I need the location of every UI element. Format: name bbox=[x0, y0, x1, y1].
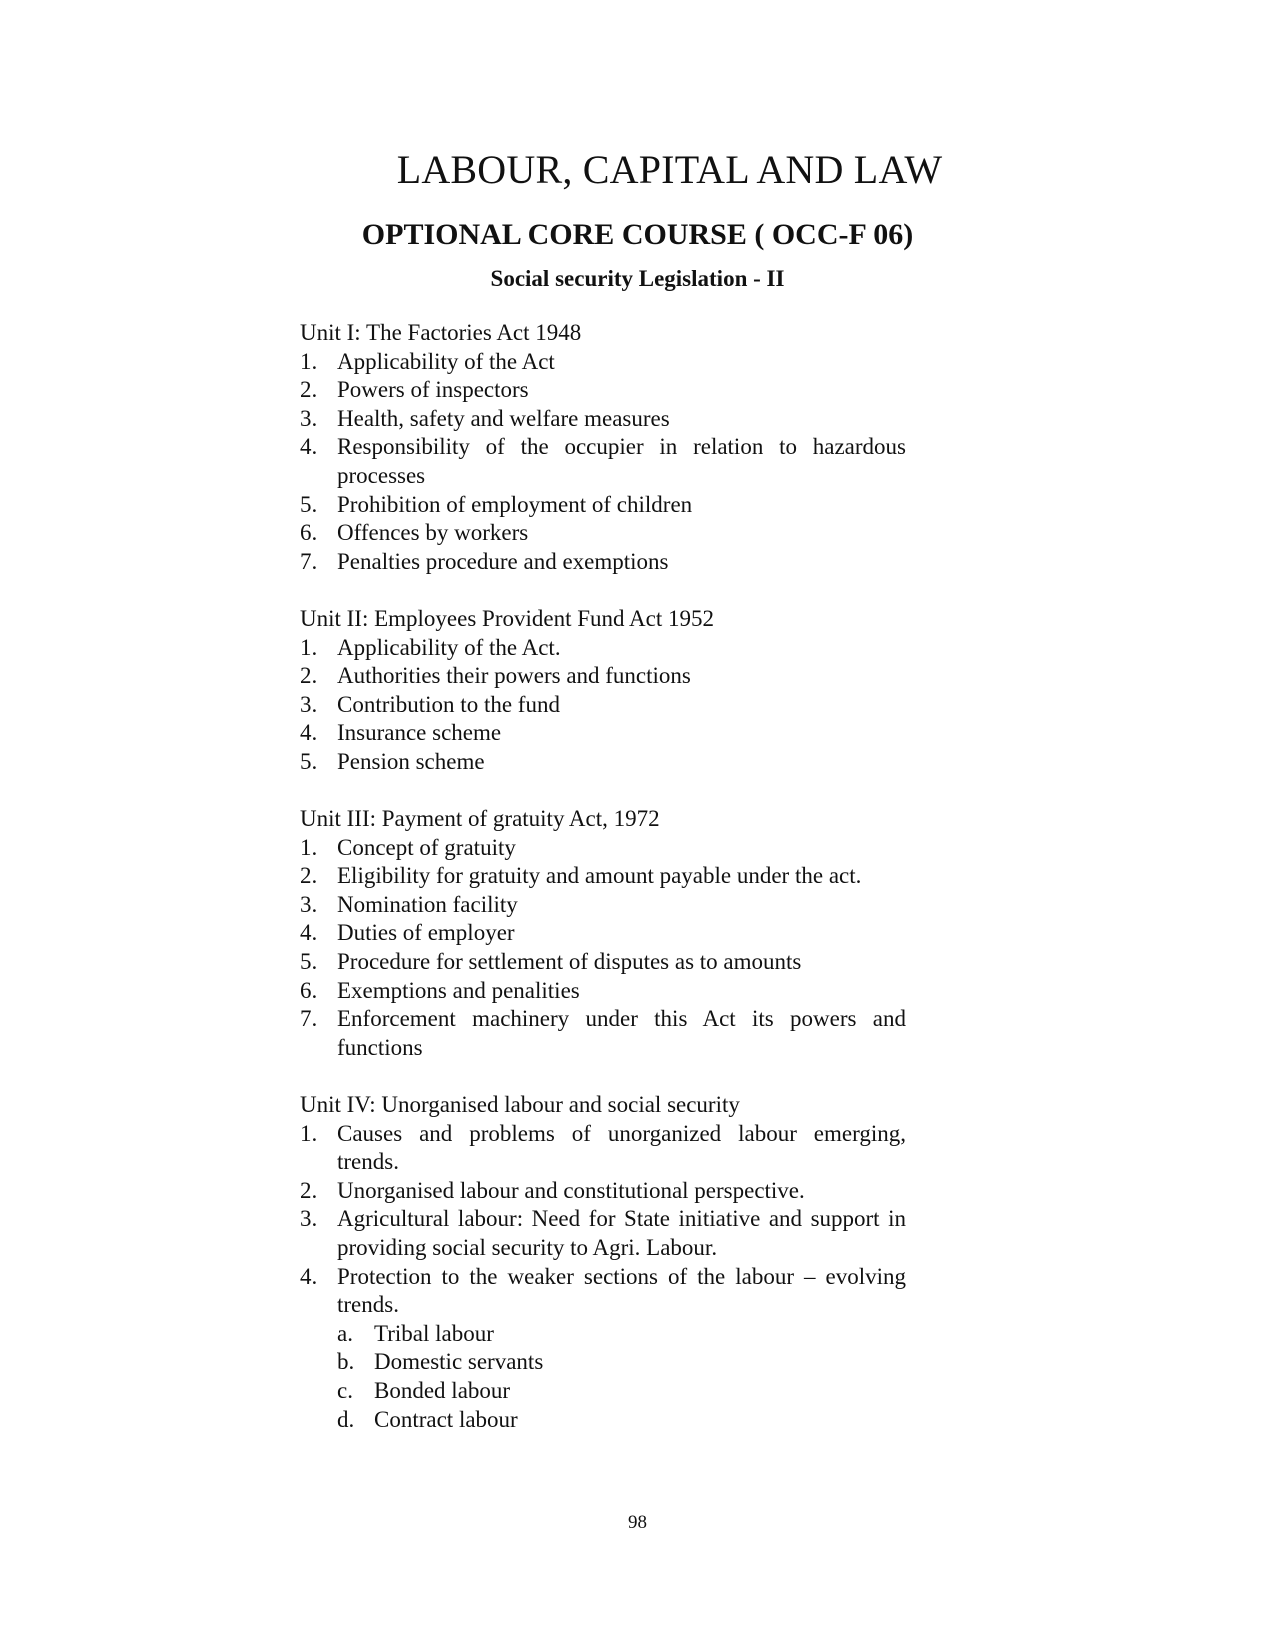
item-text: Prohibition of employment of children bbox=[337, 491, 693, 517]
page-number: 98 bbox=[628, 1512, 647, 1533]
sub-item-text: Contract labour bbox=[374, 1406, 518, 1432]
item-text: Eligibility for gratuity and amount payable under the act. bbox=[337, 863, 862, 889]
unit-heading: Unit IV: Unorganised labour and social security bbox=[300, 1092, 740, 1118]
unit-items bbox=[300, 1120, 906, 1435]
sub-list bbox=[337, 1320, 906, 1434]
item-number: 5. bbox=[300, 748, 318, 774]
item-text: Applicability of the Act bbox=[337, 348, 555, 374]
list-item bbox=[300, 977, 906, 1006]
list-item bbox=[300, 948, 906, 977]
item-number: 4. bbox=[300, 434, 318, 460]
item-number: 2. bbox=[300, 377, 318, 403]
sub-item-text: Bonded labour bbox=[374, 1377, 511, 1403]
list-item bbox=[300, 1120, 906, 1177]
unit-items bbox=[300, 634, 906, 777]
list-item bbox=[300, 834, 906, 863]
sub-item-letter: d. bbox=[337, 1406, 355, 1432]
item-number: 4. bbox=[300, 920, 318, 946]
item-text: Contribution to the fund bbox=[337, 691, 560, 717]
list-item bbox=[300, 1263, 906, 1435]
list-item bbox=[300, 919, 906, 948]
list-item bbox=[300, 433, 906, 490]
item-text: Causes and problems of unorganized labour emerging, trends. bbox=[337, 1120, 906, 1175]
course-title: OPTIONAL CORE COURSE ( OCC-F 06) bbox=[361, 218, 914, 251]
list-item bbox=[300, 748, 906, 777]
list-item bbox=[300, 634, 906, 663]
item-text: Penalties procedure and exemptions bbox=[337, 548, 669, 574]
list-item bbox=[300, 548, 906, 577]
item-text: Applicability of the Act. bbox=[337, 634, 561, 660]
item-text: Concept of gratuity bbox=[337, 834, 516, 860]
unit-1 bbox=[300, 319, 906, 576]
item-number: 5. bbox=[300, 491, 318, 517]
item-text: Protection to the weaker sections of the labour – evolving trends. bbox=[337, 1263, 906, 1318]
item-number: 3. bbox=[300, 691, 318, 717]
list-item bbox=[300, 348, 906, 377]
item-number: 1. bbox=[300, 348, 318, 374]
item-number: 7. bbox=[300, 1006, 318, 1032]
item-number: 2. bbox=[300, 1177, 318, 1203]
unit-heading: Unit II: Employees Provident Fund Act 1952 bbox=[300, 605, 714, 631]
course-subtitle: Social security Legislation - II bbox=[490, 266, 785, 291]
unit-3 bbox=[300, 805, 906, 1062]
item-number: 6. bbox=[300, 977, 318, 1003]
sub-item-letter: b. bbox=[337, 1349, 355, 1375]
item-number: 3. bbox=[300, 405, 318, 431]
sub-list-item bbox=[337, 1406, 906, 1435]
item-number: 5. bbox=[300, 949, 318, 975]
item-number: 1. bbox=[300, 1120, 318, 1146]
syllabus-content bbox=[300, 319, 906, 1463]
item-text: Health, safety and welfare measures bbox=[337, 405, 670, 431]
item-number: 4. bbox=[300, 720, 318, 746]
sub-list-item bbox=[337, 1320, 906, 1349]
item-text: Nomination facility bbox=[337, 891, 518, 917]
item-number: 2. bbox=[300, 863, 318, 889]
item-text: Responsibility of the occupier in relation to hazardous processes bbox=[337, 434, 906, 488]
item-number: 1. bbox=[300, 834, 318, 860]
list-item bbox=[300, 662, 906, 691]
sub-list-item bbox=[337, 1377, 906, 1406]
list-item bbox=[300, 1205, 906, 1262]
item-number: 6. bbox=[300, 520, 318, 546]
unit-heading: Unit III: Payment of gratuity Act, 1972 bbox=[300, 806, 660, 832]
item-number: 1. bbox=[300, 634, 318, 660]
page-title: LABOUR, CAPITAL AND LAW bbox=[396, 147, 943, 192]
item-number: 3. bbox=[300, 891, 318, 917]
item-number: 4. bbox=[300, 1263, 318, 1289]
sub-list-item bbox=[337, 1348, 906, 1377]
item-text: Enforcement machinery under this Act its powers and functions bbox=[337, 1006, 906, 1060]
item-text: Unorganised labour and constitutional perspective. bbox=[337, 1177, 805, 1203]
item-text: Duties of employer bbox=[337, 920, 515, 946]
sub-item-text: Domestic servants bbox=[374, 1349, 544, 1375]
unit-2 bbox=[300, 605, 906, 777]
item-number: 7. bbox=[300, 548, 318, 574]
sub-item-text: Tribal labour bbox=[374, 1320, 494, 1346]
list-item bbox=[300, 1005, 906, 1062]
item-number: 3. bbox=[300, 1206, 318, 1232]
unit-4 bbox=[300, 1091, 906, 1434]
item-number: 2. bbox=[300, 663, 318, 689]
list-item bbox=[300, 491, 906, 520]
item-text: Agricultural labour: Need for State initiative and support in providing social security to Agri. Labour. bbox=[337, 1206, 906, 1260]
list-item bbox=[300, 891, 906, 920]
sub-item-letter: a. bbox=[337, 1320, 353, 1346]
item-text: Authorities their powers and functions bbox=[337, 663, 691, 689]
list-item bbox=[300, 405, 906, 434]
item-text: Powers of inspectors bbox=[337, 377, 529, 403]
list-item bbox=[300, 691, 906, 720]
list-item bbox=[300, 719, 906, 748]
item-text: Pension scheme bbox=[337, 748, 485, 774]
unit-items bbox=[300, 348, 906, 577]
item-text: Offences by workers bbox=[337, 520, 529, 546]
item-text: Insurance scheme bbox=[337, 720, 502, 746]
unit-items bbox=[300, 834, 906, 1063]
item-text: Exemptions and penalities bbox=[337, 977, 580, 1003]
list-item bbox=[300, 376, 906, 405]
list-item bbox=[300, 862, 906, 891]
list-item bbox=[300, 1177, 906, 1206]
item-text: Procedure for settlement of disputes as to amounts bbox=[337, 949, 802, 975]
sub-item-letter: c. bbox=[337, 1377, 353, 1403]
list-item bbox=[300, 519, 906, 548]
unit-heading: Unit I: The Factories Act 1948 bbox=[300, 320, 582, 345]
